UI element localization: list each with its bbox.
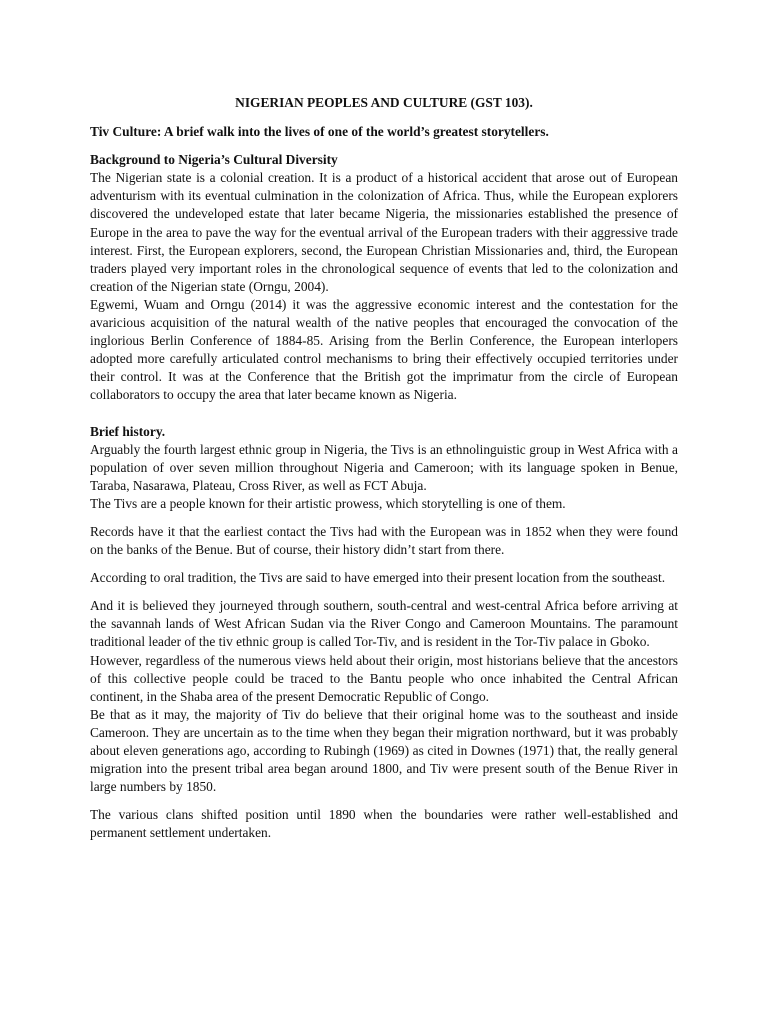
paragraph: Arguably the fourth largest ethnic group in Nigeria, the Tivs is an ethnolinguistic group in West Africa with a population of over seven million throughout Nigeria and Cameroon; with its language spoken in Benue, Taraba, Nasarawa, Plateau, Cross River, as well as FCT Abuja. [90, 441, 678, 493]
paragraph: According to oral tradition, the Tivs are said to have emerged into their present location from the southeast. [90, 570, 666, 586]
section-heading-brief-history: Brief history. [90, 423, 166, 439]
paragraph: Egwemi, Wuam and Orngu (2014) it was the aggressive economic interest and the contestation for the avaricious acquisition of the natural wealth of the native peoples that encouraged the convocation of the inglorious Berlin Conference of 1884-85. Arising from the Berlin Conference, the European interlopers adopted more carefully articulated control mechanisms to bring their effectively occupied territories under their control. It was at the Conference that the British got the imprimatur from the circle of European collaborators to occupy the area that later became known as Nigeria. [90, 296, 678, 403]
paragraph: Records have it that the earliest contact the Tivs had with the European was in 1852 when they were found on the banks of the Benue. But of course, their history didn’t start from there. [90, 523, 678, 558]
paragraph: The Nigerian state is a colonial creation. It is a product of a historical accident that arose out of European adventurism with its eventual culmination in the colonization of Africa. Thus, while the European explorers discovered the undeveloped estate that later became Nigeria, the missionaries established the presence of Europe in the area to pave the way for the eventual arrival of the European traders with their aggressive trade interest. First, the European explorers, second, the European Christian Missionaries and, third, the European traders played very important roles in the chronological sequence of events that led to the colonization and creation of the Nigerian state (Orngu, 2004). [90, 170, 678, 294]
document-title: NIGERIAN PEOPLES AND CULTURE (GST 103). [235, 95, 533, 110]
document-page [90, 94, 678, 842]
paragraph: However, regardless of the numerous views held about their origin, most historians believe that the ancestors of this collective people could be traced to the Bantu people who once inhabited the Central African continent, in the Shaba area of the present Democratic Republic of Congo. [90, 652, 678, 704]
paragraph: And it is believed they journeyed through southern, south-central and west-central Africa before arriving at the savannah lands of West African Sudan via the River Congo and Cameroon Mountains. The paramount traditional leader of the tiv ethnic group is called Tor-Tiv, and is resident in the Tor-Tiv palace in Gboko. [90, 598, 678, 650]
paragraph: The various clans shifted position until 1890 when the boundaries were rather well-established and permanent settlement undertaken. [90, 807, 678, 841]
section-heading-background: Background to Nigeria’s Cultural Diversity [90, 152, 338, 168]
paragraph: Be that as it may, the majority of Tiv do believe that their original home was to the southeast and inside Cameroon. They are uncertain as to the time when they began their migration northward, but it was probably about eleven generations ago, according to Rubingh (1969) as cited in Downes (1971) that, the really general migration into the present tribal area began around 1800, and Tiv were present south of the Benue River in large numbers by 1850. [90, 706, 678, 795]
document-subtitle: Tiv Culture: A brief walk into the lives of one of the world’s greatest storytellers. [90, 124, 549, 140]
paragraph: The Tivs are a people known for their artistic prowess, which storytelling is one of them. [90, 495, 566, 511]
